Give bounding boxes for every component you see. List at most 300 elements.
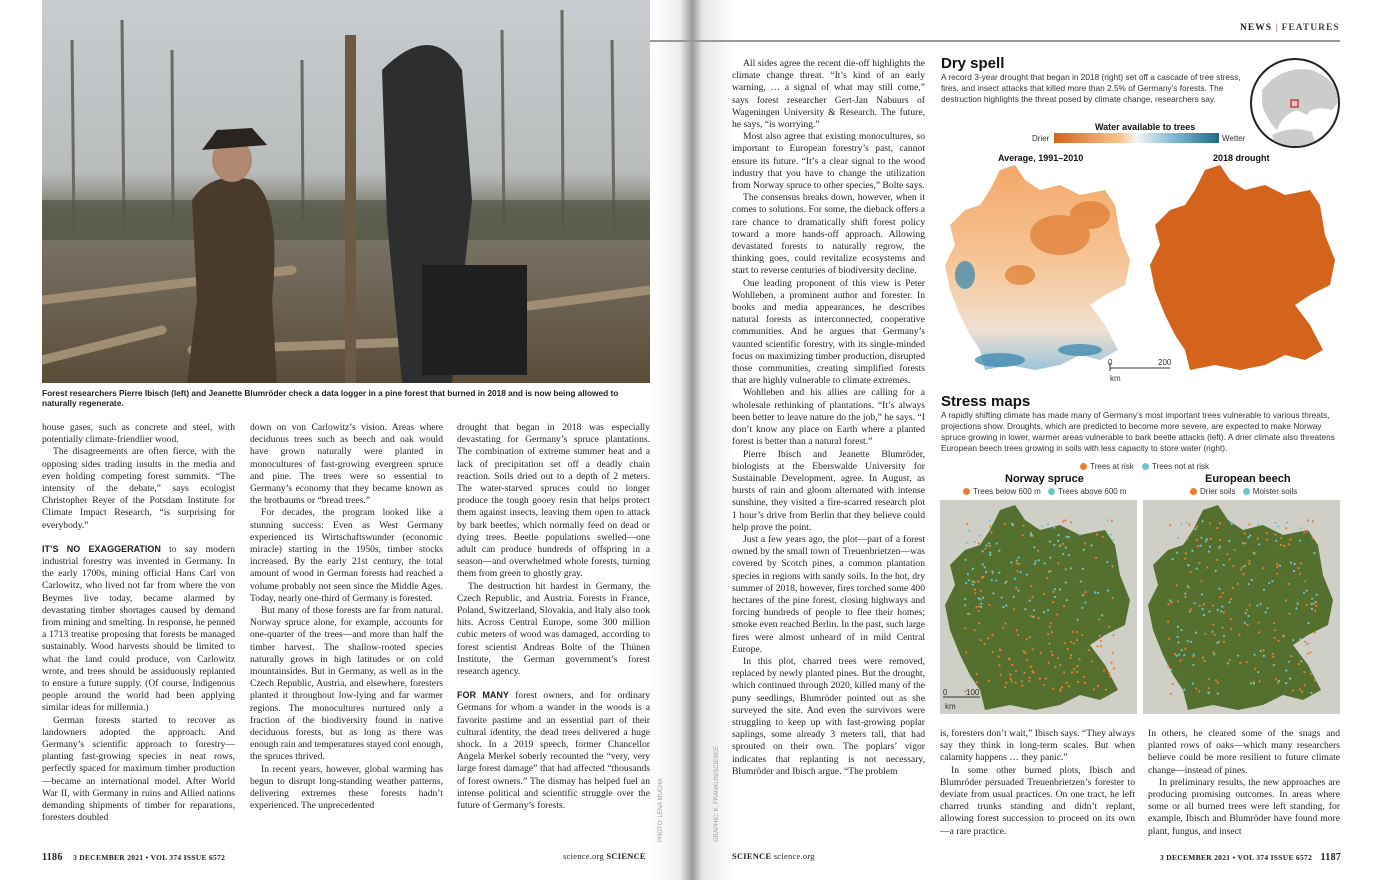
map-dot — [1276, 573, 1278, 575]
map-dot — [1021, 684, 1023, 686]
paragraph: Pierre Ibisch and Jeanette Blumröder, biologists at the Eberswalde University for Sustainable Development, agree. In August, as bursts of rain and gloom alternated with intense sunshine, they visited a fire-scarred research plot 1 hour’s drive from Berlin that they believe could help prove the point. — [732, 448, 925, 533]
map-dot — [1198, 562, 1200, 564]
map-dot — [1313, 603, 1315, 605]
left-column-2 — [250, 422, 443, 813]
legend-drier-soils: Drier soils — [1200, 487, 1236, 496]
map-dot — [1030, 534, 1032, 536]
map-dot — [1057, 562, 1059, 564]
map-dot — [1203, 603, 1205, 605]
map-dot — [1041, 525, 1043, 527]
map-dot — [979, 534, 981, 536]
map-dot — [1215, 570, 1217, 572]
map-dot — [1297, 603, 1299, 605]
beech-title: European beech — [1205, 473, 1291, 485]
map-dot — [1176, 552, 1178, 554]
map-dot — [1039, 678, 1041, 680]
map-dot — [1105, 689, 1107, 691]
map-dot — [1054, 588, 1056, 590]
lead-in: IT’S NO EXAGGERATION — [42, 543, 161, 554]
map-dot — [1311, 598, 1313, 600]
map-dot — [1059, 664, 1061, 666]
map-dot — [976, 673, 978, 675]
map-dot — [1009, 673, 1011, 675]
map-dot — [1226, 553, 1228, 555]
map-dot — [1110, 533, 1112, 535]
map-dot — [1230, 628, 1232, 630]
map-dot — [1200, 545, 1202, 547]
map-dot — [1037, 617, 1039, 619]
map-dot — [1167, 665, 1169, 667]
brand: SCIENCE — [732, 852, 772, 861]
map-dot — [1310, 673, 1312, 675]
map-dot — [964, 604, 966, 606]
map-dot — [1219, 522, 1221, 524]
paragraph-text: to say modern industrial forestry was invented in Germany. In the early 1700s, mining official Hans Carl von Carlowitz, who lived not far from where the von Beymes live today, became alarmed by devastating timber shortages caused by demand from mining and smelting. In response, he penned a 1713 treatise proposing that forests be managed sustainably. Wood harvests should be limited to what the land could produce, von Carlowitz wrote, and trees should be assiduously replanted to ensure a future supply. (Of course, Indigenous people around the world had been applying similar ideas for millennia.) — [42, 543, 235, 714]
map-dot — [1181, 649, 1183, 651]
map-dot — [992, 651, 994, 653]
map-dot — [1099, 635, 1101, 637]
map-dot — [1187, 564, 1189, 566]
map-dot — [1272, 656, 1274, 658]
map-dot — [1024, 608, 1026, 610]
map-dot — [1260, 603, 1262, 605]
map-dot — [1043, 611, 1045, 613]
map-dot — [991, 570, 993, 572]
map-dot — [1184, 593, 1186, 595]
map-dot — [1288, 583, 1290, 585]
map-dot — [1253, 681, 1255, 683]
map-dot — [982, 563, 984, 565]
map-dot — [1249, 604, 1251, 606]
map-dot — [1222, 592, 1224, 594]
map-dot — [988, 542, 990, 544]
paragraph: Most also agree that existing monocultures, so important to European forestry’s past, cannot ensure its future. “It’s a clear signal to the wood industry that you have to change the utilization from Norway spruce to other species,” Bolte says. — [732, 131, 925, 192]
map-dot — [1216, 642, 1218, 644]
map-dot — [988, 680, 990, 682]
map-dot — [1216, 527, 1218, 529]
map-dot — [1230, 598, 1232, 600]
map-dot — [1220, 610, 1222, 612]
map-dot — [1292, 689, 1294, 691]
map-dot — [1030, 532, 1032, 534]
map-dot — [1113, 539, 1115, 541]
map-dot — [1014, 578, 1016, 580]
map-dot — [1184, 648, 1186, 650]
map-dot — [1209, 522, 1211, 524]
paragraph: The consensus breaks down, however, when it comes to solutions. For some, the dieback offers a rare chance to dramatically shift forest policy toward a more hands-off approach. Allowing devastated forests to naturally regrow, the thinking goes, could revitalize ecosystems and start to reverse centuries of biodiversity decline. — [732, 192, 925, 277]
map-dot — [1046, 577, 1048, 579]
map-dot — [1016, 562, 1018, 564]
map-dot — [1054, 666, 1056, 668]
water-color-scale — [1054, 133, 1219, 143]
legend-moister-soils: Moister soils — [1252, 487, 1298, 496]
map-dot — [1230, 521, 1232, 523]
map-dot — [1310, 692, 1312, 694]
map-dot — [964, 598, 966, 600]
map-dot — [1010, 678, 1012, 680]
map-dot — [1004, 523, 1006, 525]
map-dot — [1107, 590, 1109, 592]
map-dot — [1244, 565, 1246, 567]
map-dot — [1274, 533, 1276, 535]
map-dot — [1028, 680, 1030, 682]
left-footer-brand — [563, 852, 646, 861]
map-dot — [1204, 633, 1206, 635]
map-dot — [1002, 606, 1004, 608]
map-dot — [968, 613, 970, 615]
map-dot — [1065, 536, 1067, 538]
left-column-1 — [42, 422, 235, 825]
map-dot — [984, 566, 986, 568]
map-dot — [978, 622, 980, 624]
photo-credit: PHOTO: LENA MUCHA — [658, 778, 664, 842]
map-dot — [1005, 622, 1007, 624]
paragraph: In recent years, however, global warming has begun to disrupt long-standing weather patterns, delivering extremes these forests hadn’t experienced. The unprecedented — [250, 763, 443, 812]
scale-unit: km — [1110, 374, 1121, 383]
map-dot — [1216, 559, 1218, 561]
map-dot — [1076, 665, 1078, 667]
map-dot — [1049, 541, 1051, 543]
map-dot — [1065, 568, 1067, 570]
map-dot — [1280, 544, 1282, 546]
map-dot — [1177, 600, 1179, 602]
map-dot — [1315, 605, 1317, 607]
map-dot — [1248, 523, 1250, 525]
map-dot — [1065, 547, 1067, 549]
map-dot — [1170, 693, 1172, 695]
map-dot — [1286, 522, 1288, 524]
map-dot — [1210, 538, 1212, 540]
map-dot — [1211, 631, 1213, 633]
map-dot — [1266, 607, 1268, 609]
map-dot — [978, 605, 980, 607]
paragraph: Just a few years ago, the plot—part of a forest owned by the small town of Treuenbrietzen—was covered by Scotch pines, a common plantation species in regions with sandy soils. In the hot, dry summer of 2018, however, fires torched some 400 hectares of the pine forest, closing highways and forcing hundreds of people to flee their homes; smoke even reached Berlin. In the past, such large fires were almost unheard of in mild Central Europe. — [732, 533, 925, 655]
map-dot — [1288, 661, 1290, 663]
right-footer — [1160, 852, 1341, 863]
map-dot — [1275, 540, 1277, 542]
map-dot — [1304, 684, 1306, 686]
map-dot — [1022, 534, 1024, 536]
map-dot — [1187, 640, 1189, 642]
map-dot — [1212, 624, 1214, 626]
map-dot — [1201, 593, 1203, 595]
map-dot — [1221, 626, 1223, 628]
map-dot — [1289, 538, 1291, 540]
map-dot — [1232, 587, 1234, 589]
map-dot — [998, 664, 1000, 666]
stress-maps-text: A rapidly shifting climate has made many of Germany’s most important trees vulnerable to various threats, projections show. Droughts, which are predicted to become more severe, are expected to make Norway spruce growing in lower, warmer areas vulnerable to bark beetle attacks (left). A drier climate also threatens European beech trees growing in soils with less capacity to store water (right). — [941, 410, 1335, 453]
map-dot — [987, 637, 989, 639]
map-dot — [1174, 653, 1176, 655]
map-dot — [1305, 643, 1307, 645]
map-dot — [1223, 635, 1225, 637]
legend-title: Water available to trees — [1095, 122, 1196, 132]
paragraph: In some other burned plots, Ibisch and Blumröder persuaded Treuenbrietzen’s forester to deviate from usual practices. On one tract, he left charred trunks standing and didn’t replant, allowing forest succession to proceed on its own—a rare practice. — [940, 764, 1135, 837]
legend-low-label: Drier — [1032, 134, 1050, 143]
map-dot — [1103, 669, 1105, 671]
map-dot — [1274, 629, 1276, 631]
map-dot — [1200, 537, 1202, 539]
map-dot — [1112, 597, 1114, 599]
map-dot — [965, 651, 967, 653]
map-dot — [1292, 639, 1294, 641]
map-dot — [1276, 566, 1278, 568]
risk-dot — [1080, 463, 1087, 470]
map-dot — [1010, 561, 1012, 563]
map-dot — [1295, 607, 1297, 609]
map-dot — [1229, 558, 1231, 560]
site-link[interactable]: science.org — [773, 852, 815, 861]
map-dot — [1169, 524, 1171, 526]
map-dot — [1070, 654, 1072, 656]
map-dot — [1005, 682, 1007, 684]
map-dot — [1247, 615, 1249, 617]
map-dot — [1177, 641, 1179, 643]
photo-caption: Forest researchers Pierre Ibisch (left) and Jeanette Blumröder check a data logger in a pine forest that burned in 2018 and is now being allowed to naturally regenerate. — [42, 388, 619, 408]
map-dot — [1212, 651, 1214, 653]
map-dot — [1277, 525, 1279, 527]
map-dot — [966, 523, 968, 525]
map-dot — [1208, 678, 1210, 680]
map-dot — [984, 643, 986, 645]
map-dot — [1112, 652, 1114, 654]
map-dot — [1244, 542, 1246, 544]
map-dot — [1052, 601, 1054, 603]
map-dot — [1026, 638, 1028, 640]
map-dot — [1228, 601, 1230, 603]
map-dot — [1000, 596, 1002, 598]
map-dot — [1040, 652, 1042, 654]
separator: | — [1275, 23, 1279, 33]
map-dot — [1246, 624, 1248, 626]
map-dot — [1299, 573, 1301, 575]
map-dot — [1248, 563, 1250, 565]
legend-high-label: Wetter — [1222, 134, 1246, 143]
map-dot — [1196, 525, 1198, 527]
map-dot — [1076, 671, 1078, 673]
map-dot — [990, 531, 992, 533]
map-dot — [1032, 616, 1034, 618]
map-dot — [1192, 683, 1194, 685]
map-dot — [1084, 542, 1086, 544]
map-dot — [1029, 636, 1031, 638]
map-dot — [1251, 579, 1253, 581]
map-dot — [1303, 671, 1305, 673]
map-dot — [1083, 549, 1085, 551]
map-dot — [1057, 657, 1059, 659]
map-dot — [1005, 604, 1007, 606]
right-footer-brand — [732, 852, 815, 861]
map-dot — [1206, 566, 1208, 568]
paragraph — [457, 690, 650, 812]
map-dot — [1167, 603, 1169, 605]
map-dot — [1262, 649, 1264, 651]
paragraph: For decades, the program looked like a stunning success: Even as West Germany experienced its Wirtschaftswunder (economic miracle) starting in the 1950s, timber stocks increased. By the early 21st century, the total amount of wood in German forests had reached a volume probably not seen since the Middle Ages. Today, nearly one-third of Germany is forested. — [250, 507, 443, 604]
map-dot — [1064, 519, 1066, 521]
map-dot — [1177, 626, 1179, 628]
map-dot — [1257, 671, 1259, 673]
map-dot — [1059, 545, 1061, 547]
map-dot — [1028, 677, 1030, 679]
map-dot — [1316, 594, 1318, 596]
page-gutter — [650, 0, 735, 880]
map-dot — [1208, 687, 1210, 689]
forest-photo — [42, 0, 650, 383]
map-dot — [989, 554, 991, 556]
map-dot — [1026, 659, 1028, 661]
map-dot — [1082, 568, 1084, 570]
map-dot — [1217, 692, 1219, 694]
map-dot — [1051, 631, 1053, 633]
map-dot — [1062, 520, 1064, 522]
map-dot — [1252, 551, 1254, 553]
map-dot — [1022, 524, 1024, 526]
map-dot — [980, 639, 982, 641]
map-dot — [1273, 664, 1275, 666]
map-dot — [1304, 580, 1306, 582]
map-dot — [1056, 613, 1058, 615]
left-column-3 — [457, 422, 650, 812]
map-dot — [1108, 626, 1110, 628]
map-dot — [989, 519, 991, 521]
map-dot — [1237, 583, 1239, 585]
paragraph — [42, 544, 235, 715]
map-dot — [1177, 537, 1179, 539]
map-dot — [1015, 670, 1017, 672]
right-column-3 — [1148, 728, 1340, 838]
map-dot — [1282, 635, 1284, 637]
map-dot — [1000, 674, 1002, 676]
map-dot — [1257, 537, 1259, 539]
map-dot — [1032, 648, 1034, 650]
header-rule — [650, 40, 1340, 42]
map-dot — [1002, 627, 1004, 629]
map-dot — [1096, 645, 1098, 647]
stress-scale-0: 0 — [943, 688, 948, 697]
map-dot — [1112, 634, 1114, 636]
map-dot — [1212, 604, 1214, 606]
map-dot — [1298, 567, 1300, 569]
brand: SCIENCE — [606, 852, 646, 861]
paragraph: house gases, such as concrete and steel, with potentially climate-friendlier wood. — [42, 422, 235, 446]
map-dot — [1221, 606, 1223, 608]
map-dot — [1078, 658, 1080, 660]
issue-date: 3 DECEMBER 2021 • VOL 374 ISSUE 6572 — [73, 853, 226, 862]
map-dot — [1268, 582, 1270, 584]
map-dot — [1067, 648, 1069, 650]
map-dot — [992, 592, 994, 594]
map-dot — [1177, 636, 1179, 638]
map-left-title: Average, 1991–2010 — [998, 153, 1084, 163]
map-dot — [1101, 614, 1103, 616]
map-dot — [1266, 532, 1268, 534]
section-header — [1240, 23, 1340, 33]
map-dot — [1313, 552, 1315, 554]
map-dot — [1186, 538, 1188, 540]
map-dot — [1170, 669, 1172, 671]
map-dot — [1053, 526, 1055, 528]
map-dot — [1033, 609, 1035, 611]
map-dot — [980, 590, 982, 592]
map-dot — [1071, 631, 1073, 633]
map-dot — [1198, 605, 1200, 607]
map-dot — [1228, 540, 1230, 542]
map-dot — [1198, 690, 1200, 692]
map-dot — [1293, 563, 1295, 565]
paragraph: drought that began in 2018 was especially devastating for Germany’s spruce plantations. The combination of extreme summer heat and a lack of precipitation set off a deadly chain reaction. Soils dried out to a depth of 2 meters. The water-starved spruces could no longer produce the tough gooey resin that helps protect them against insects, leaving them open to attack by bark beetles, which normally feed on dead or dying trees. Beetle populations swelled—one adult can produce hundreds of offspring in a season—and overwhelmed whole forests, turning them from green to ghostly gray. — [457, 422, 650, 580]
map-dot — [1113, 667, 1115, 669]
map-dot — [974, 592, 976, 594]
map-dot — [1202, 656, 1204, 658]
map-dot — [1240, 568, 1242, 570]
map-dot — [1190, 641, 1192, 643]
map-dot — [976, 681, 978, 683]
map-dot — [1223, 564, 1225, 566]
map-dot — [968, 579, 970, 581]
map-dot — [1303, 592, 1305, 594]
map-dot — [1254, 668, 1256, 670]
map-dot — [966, 542, 968, 544]
map-dot — [1012, 524, 1014, 526]
map-dot — [1238, 634, 1240, 636]
map-dot — [972, 568, 974, 570]
map-dot — [1203, 660, 1205, 662]
map-dot — [1254, 654, 1256, 656]
map-dot — [1193, 602, 1195, 604]
map-dot — [1250, 682, 1252, 684]
right-column-1 — [732, 58, 925, 778]
map-dot — [1312, 520, 1314, 522]
map-dot — [1098, 618, 1100, 620]
map-dot — [1084, 601, 1086, 603]
map-dot — [1218, 547, 1220, 549]
risk-legend — [1080, 462, 1209, 471]
map-dot — [1077, 681, 1079, 683]
map-dot — [1066, 599, 1068, 601]
map-dot — [1246, 609, 1248, 611]
lead-in: FOR MANY — [457, 690, 509, 701]
paragraph: German forests started to recover as landowners adopted the approach. And Germany’s scientific approach to forestry—planting fast-growing species in neat rows, perfectly spaced for maximum timber production—became an international model. After World War II, with Germany in ruins and Allied nations demanding shipments of timber for reparations, foresters doubled — [42, 714, 235, 824]
map-dot — [965, 582, 967, 584]
map-dot — [1314, 631, 1316, 633]
map-dot — [1100, 645, 1102, 647]
map-dot — [1300, 527, 1302, 529]
map-dot — [1307, 652, 1309, 654]
map-dot — [1262, 567, 1264, 569]
map-dot — [1109, 675, 1111, 677]
map-dot — [1065, 682, 1067, 684]
map-dot — [1306, 590, 1308, 592]
map-dot — [1311, 608, 1313, 610]
map-dot — [967, 573, 969, 575]
map-dot — [1239, 662, 1241, 664]
map-dot — [1190, 608, 1192, 610]
map-dot — [1249, 534, 1251, 536]
map-dot — [989, 551, 991, 553]
map-dot — [1035, 560, 1037, 562]
map-dot — [1052, 591, 1054, 593]
paragraph: down on von Carlowitz’s vision. Areas where deciduous trees such as beech and oak would have grown naturally were planted in monocultures of fast-growing evergreen spruce and pine. The trees were so essential to Germany’s economy that they became known as the brotbaums or “bread trees.” — [250, 422, 443, 507]
map-dot — [1192, 664, 1194, 666]
map-dot — [1183, 689, 1185, 691]
map-dot — [1202, 608, 1204, 610]
map-dot — [991, 579, 993, 581]
map-dot — [1298, 663, 1300, 665]
site-link[interactable]: science.org — [563, 852, 605, 861]
right-column-2 — [940, 728, 1135, 838]
map-dot — [1026, 574, 1028, 576]
map-dot — [1223, 641, 1225, 643]
